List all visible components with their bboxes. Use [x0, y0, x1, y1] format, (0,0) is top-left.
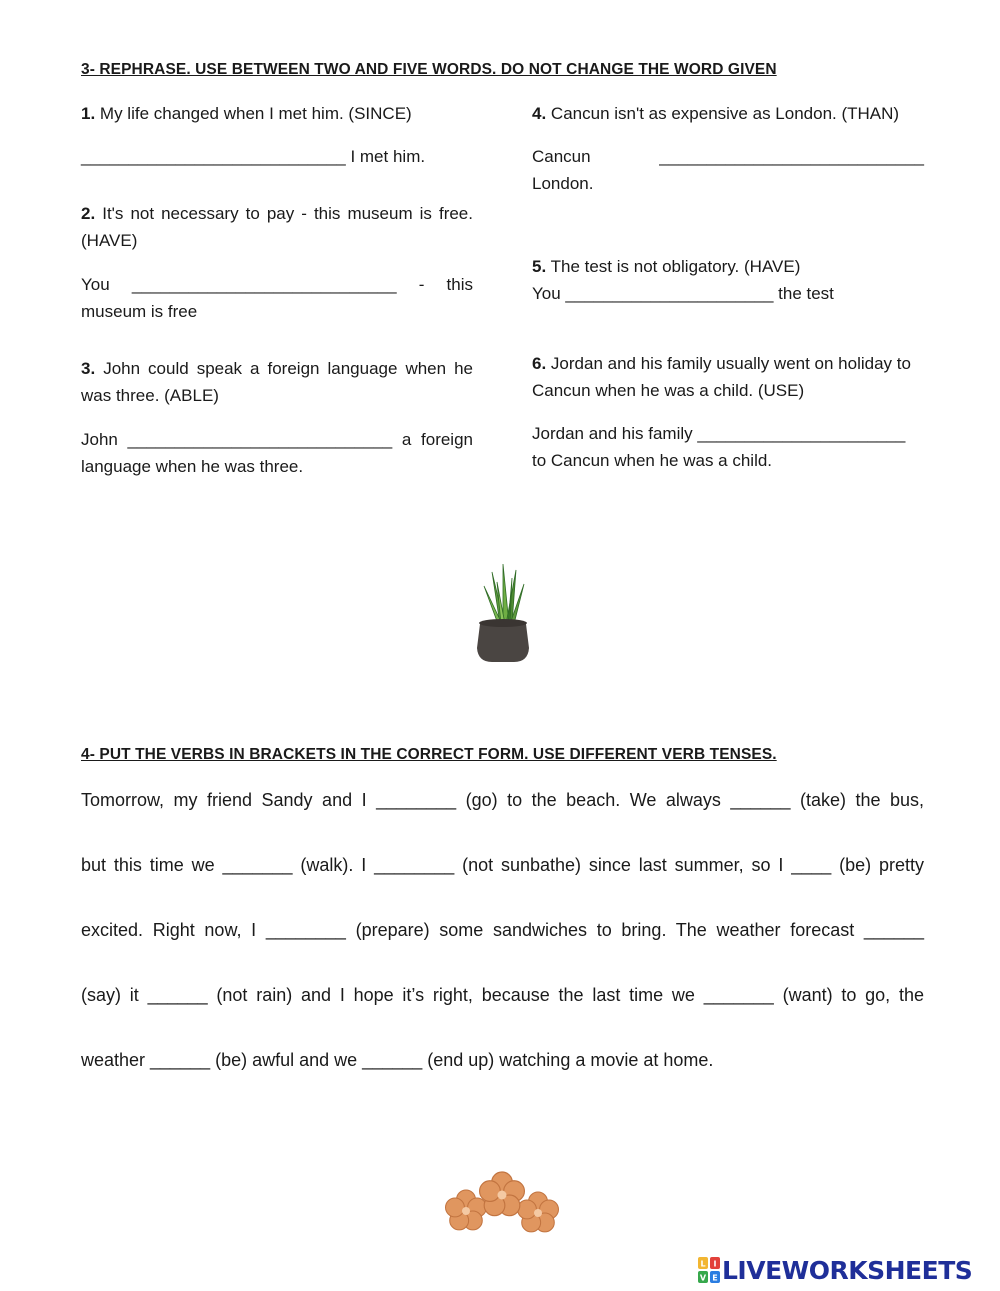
logo-badge-letter: V: [699, 1273, 707, 1283]
question-prompt: Cancun isn't as expensive as London. (THAN): [550, 104, 900, 123]
question-5: [532, 253, 924, 280]
paragraph-line[interactable]: excited. Right now, I ________ (prepare) some sandwiches to bring. The weather forecast ______: [81, 920, 924, 940]
answer-2-blank[interactable]: ____________________________: [131, 275, 397, 294]
answer-3[interactable]: John ____________________________ a foreign language when he was three.: [81, 430, 473, 476]
question-number: 3.: [81, 359, 96, 378]
answer-4-end: London.: [532, 174, 594, 193]
verbs-paragraph: [81, 768, 924, 1093]
answer-2-dash: -: [418, 275, 425, 294]
answer-2-end: museum is free: [81, 302, 198, 321]
paragraph-line[interactable]: Tomorrow, my friend Sandy and I ________ (go) to the beach. We always ______ (take) the bus,: [81, 790, 924, 810]
logo-text[interactable]: LIVEWORKSHEETS: [722, 1255, 973, 1285]
question-number: 6.: [532, 354, 547, 373]
right-column: [532, 100, 924, 474]
answer-4-line: [532, 143, 924, 170]
section-3-heading: 3- REPHRASE. USE BETWEEN TWO AND FIVE WORDS. DO NOT CHANGE THE WORD GIVEN: [81, 61, 777, 78]
question-1: [81, 100, 473, 127]
potted-plant-icon: [470, 562, 536, 666]
left-column: [81, 100, 473, 480]
answer-2-this: this: [446, 275, 473, 294]
answer-1[interactable]: ____________________________ I met him.: [81, 147, 426, 166]
question-prompt: My life changed when I met him. (SINCE): [99, 104, 412, 123]
paragraph-line[interactable]: but this time we _______ (walk). I ________ (not sunbathe) since last summer, so I ____ (be) pretty: [81, 855, 924, 875]
question-prompt: Jordan and his family usually went on holiday to Cancun when he was a child. (USE): [532, 354, 911, 400]
question-4: [532, 100, 924, 127]
logo-badge-letter: I: [713, 1259, 717, 1269]
question-number: 4.: [532, 104, 547, 123]
liveworksheets-logo: [698, 1255, 972, 1285]
answer-6[interactable]: Jordan and his family ______________________ to Cancun when he was a child.: [532, 424, 906, 470]
answer-4-start: Cancun: [532, 147, 591, 166]
question-2: [81, 200, 473, 254]
orange-flowers-icon: [438, 1165, 568, 1241]
section-4-heading: 4- PUT THE VERBS IN BRACKETS IN THE CORRECT FORM. USE DIFFERENT VERB TENSES.: [81, 746, 777, 763]
logo-badge-icon: [698, 1257, 720, 1283]
question-3: [81, 355, 473, 409]
question-number: 1.: [81, 104, 96, 123]
answer-2-start: You: [81, 275, 110, 294]
question-prompt: The test is not obligatory. (HAVE): [550, 257, 801, 276]
question-number: 2.: [81, 204, 96, 223]
question-prompt: It's not necessary to pay - this museum is free. (HAVE): [81, 204, 473, 250]
answer-5[interactable]: You ______________________ the test: [532, 284, 834, 303]
answer-4-blank[interactable]: ____________________________: [659, 147, 924, 166]
paragraph-line[interactable]: weather ______ (be) awful and we ______ (end up) watching a movie at home.: [81, 1050, 714, 1070]
logo-badge-letter: L: [700, 1259, 706, 1269]
question-6: [532, 350, 924, 404]
question-prompt: John could speak a foreign language when he was three. (ABLE): [81, 359, 473, 405]
paragraph-line[interactable]: (say) it ______ (not rain) and I hope it’s right, because the last time we _______ (want) to go, the: [81, 985, 924, 1005]
logo-badge-letter: E: [712, 1273, 718, 1283]
answer-2-line: [81, 271, 473, 298]
question-number: 5.: [532, 257, 547, 276]
